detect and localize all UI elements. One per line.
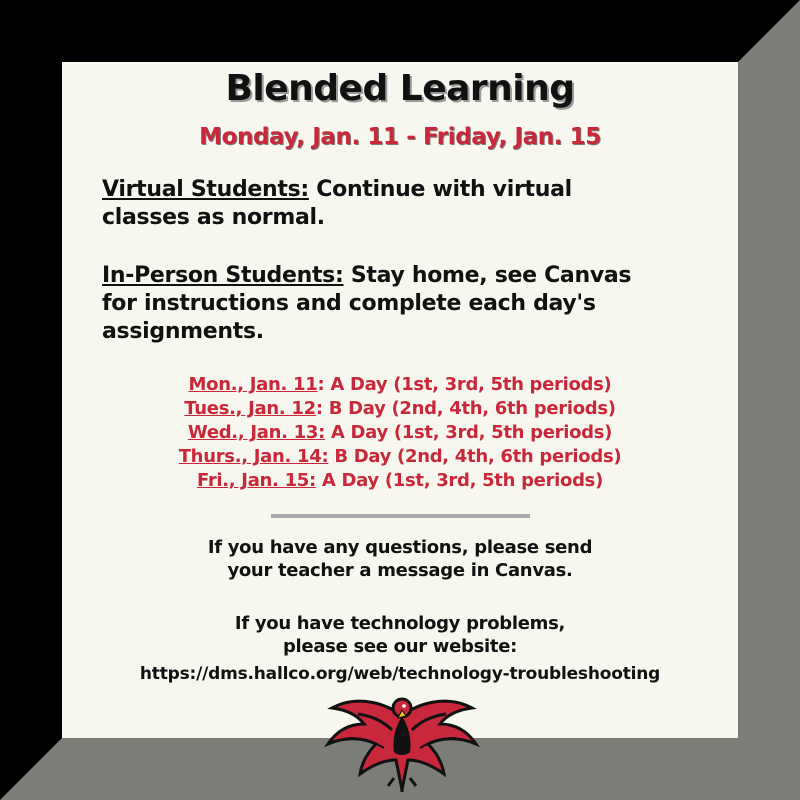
virtual-students-label: Virtual Students: bbox=[102, 177, 309, 202]
schedule-day: Tues., Jan. 12 bbox=[184, 398, 316, 419]
in-person-students-text-1: Stay home, see Canvas bbox=[343, 263, 632, 288]
support-url[interactable]: https://dms.hallco.org/web/technology-troubleshooting bbox=[139, 664, 661, 684]
schedule-detail: A Day (1st, 3rd, 5th periods) bbox=[315, 470, 604, 491]
questions-note bbox=[62, 536, 738, 582]
virtual-students-text-1: Continue with virtual bbox=[308, 177, 572, 202]
schedule-sep: : bbox=[317, 374, 325, 395]
schedule-day: Thurs., Jan. 14: bbox=[178, 446, 329, 467]
in-person-students-note bbox=[102, 262, 702, 346]
tech-text-2: please see our website: bbox=[282, 636, 518, 657]
schedule-sep: : bbox=[315, 398, 323, 419]
schedule-detail: A Day (1st, 3rd, 5th periods) bbox=[324, 422, 613, 443]
schedule-row bbox=[62, 469, 738, 493]
schedule-row bbox=[62, 397, 738, 421]
in-person-students-text-2: for instructions and complete each day's bbox=[102, 291, 596, 316]
schedule-list bbox=[62, 373, 738, 493]
schedule-day: Fri., Jan. 15: bbox=[196, 470, 316, 491]
schedule-day: Wed., Jan. 13: bbox=[187, 422, 325, 443]
virtual-students-text-2: classes as normal. bbox=[102, 205, 325, 230]
virtual-students-note bbox=[102, 176, 702, 232]
schedule-detail: B Day (2nd, 4th, 6th periods) bbox=[328, 446, 622, 467]
hawk-mascot-icon bbox=[318, 686, 486, 796]
in-person-students-text-3: assignments. bbox=[102, 319, 264, 344]
announcement-card bbox=[62, 62, 738, 738]
tech-text-1: If you have technology problems, bbox=[234, 613, 566, 634]
divider bbox=[271, 514, 530, 518]
schedule-row bbox=[62, 373, 738, 397]
schedule-row bbox=[62, 445, 738, 469]
schedule-detail: A Day (1st, 3rd, 5th periods) bbox=[324, 374, 612, 395]
questions-text-1: If you have any questions, please send bbox=[207, 537, 593, 558]
in-person-students-label: In-Person Students: bbox=[102, 263, 344, 288]
date-range: Monday, Jan. 11 - Friday, Jan. 15 bbox=[199, 124, 601, 150]
page-title: Blended Learning bbox=[225, 68, 575, 109]
schedule-detail: B Day (2nd, 4th, 6th periods) bbox=[322, 398, 616, 419]
schedule-row bbox=[62, 421, 738, 445]
tech-note bbox=[62, 612, 738, 658]
schedule-day: Mon., Jan. 11 bbox=[188, 374, 318, 395]
questions-text-2: your teacher a message in Canvas. bbox=[227, 560, 573, 581]
